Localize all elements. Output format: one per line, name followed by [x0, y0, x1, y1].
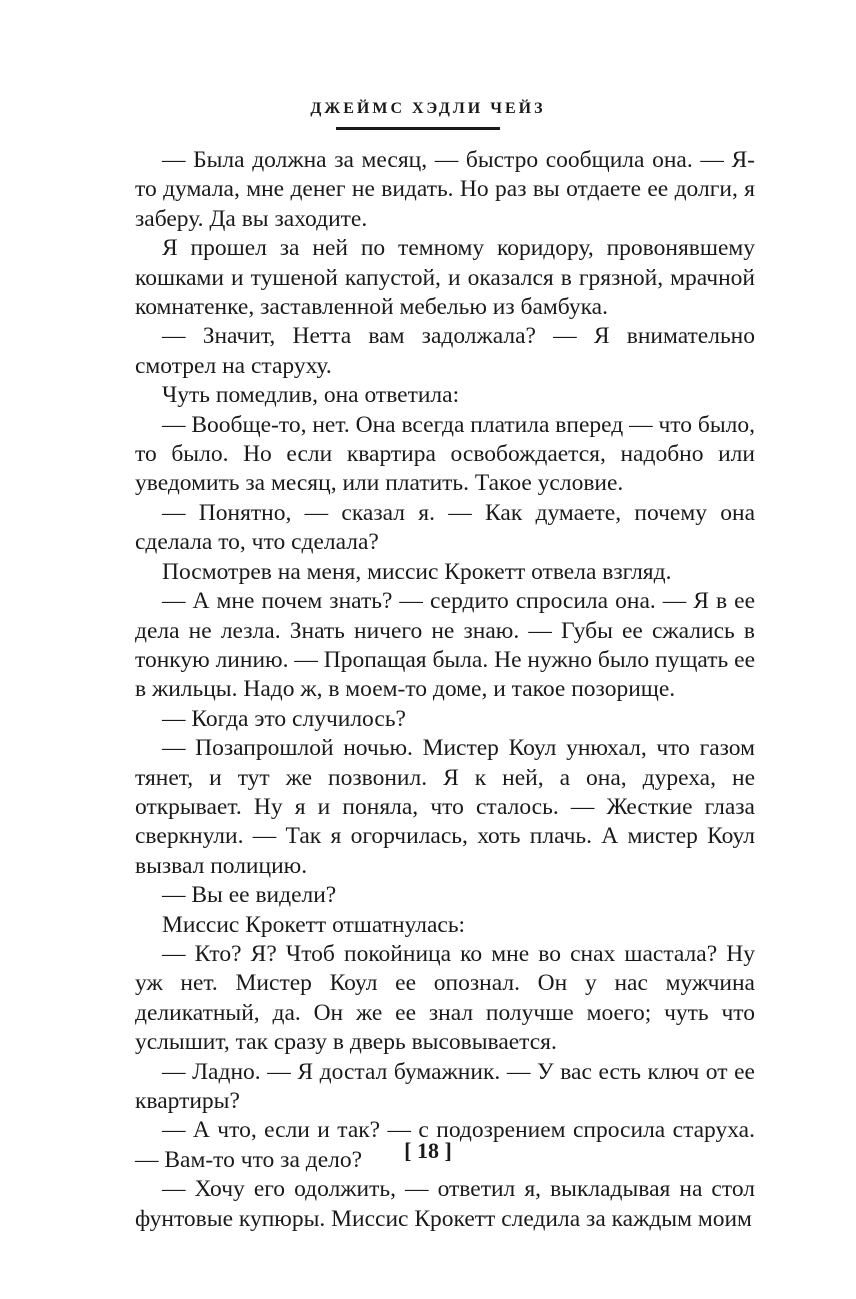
- running-title: ДЖЕЙМС ХЭДЛИ ЧЕЙЗ: [310, 100, 546, 117]
- paragraph: — Вы ее видели?: [162, 882, 337, 909]
- paragraph: — Хочу его одолжить, — ответил я, выкладывая на стол фунтовые купюры. Миссис Крокетт следила за каждым моим: [135, 1176, 755, 1232]
- paragraph: — Кто? Я? Чтоб покойница ко мне во снах шастала? Ну уж нет. Мистер Коул ее опознал. Он у нас мужчина деликатный, да. Он же ее знал получше моего; чуть что услышит, так сразу в дверь высовывается.: [135, 940, 755, 1056]
- paragraph: — А что, если и так? — с подозрением спросила старуха. — Вам-то что за дело?: [135, 1117, 755, 1173]
- body-text: [135, 146, 755, 1234]
- page-number: [ 18 ]: [404, 1138, 452, 1163]
- paragraph: — Позапрошлой ночью. Мистер Коул унюхал, что газом тянет, и тут же позвонил. Я к ней, а она, дуреха, не открывает. Ну я и поняла, что сталось. — Жесткие глаза сверкнули. — Так я огорчилась, хоть плачь. А мистер Коул вызвал полицию.: [135, 735, 755, 879]
- paragraph: — Понятно, — сказал я. — Как думаете, почему она сделала то, что сделала?: [135, 499, 755, 556]
- header-rule: [336, 127, 500, 130]
- paragraph: Посмотрев на меня, миссис Крокетт отвела взгляд.: [162, 558, 672, 585]
- paragraph: — Вообще-то, нет. Она всегда платила вперед — что было, то было. Но если квартира освобождается, надобно или уведомить за месяц, или платить. Такое условие.: [135, 411, 755, 497]
- paragraph: — А мне почем знать? — сердито спросила она. — Я в ее дела не лезла. Знать ничего не знаю. — Губы ее сжались в тонкую линию. — Пропащая была. Не нужно было пущать ее в жильцы. Надо ж, в моем-то доме, и такое позорище.: [135, 588, 755, 703]
- paragraph: Чуть помедлив, она ответила:: [162, 382, 460, 409]
- paragraph: — Значит, Нетта вам задолжала? — Я внимательно смотрел на старуху.: [135, 323, 755, 379]
- paragraph: — Ладно. — Я достал бумажник. — У вас есть ключ от ее квартиры?: [135, 1058, 755, 1114]
- paragraph: — Когда это случилось?: [162, 705, 406, 732]
- paragraph: Я прошел за ней по темному коридору, провонявшему кошками и тушеной капустой, и оказался в грязной, мрачной комнатенке, заставленной мебелью из бамбука.: [135, 235, 755, 321]
- paragraph: Миссис Крокетт отшатнулась:: [162, 911, 466, 938]
- paragraph: — Была должна за месяц, — быстро сообщила она. — Я-то думала, мне денег не видать. Но раз вы отдаете ее долги, я заберу. Да вы заходите.: [135, 147, 755, 232]
